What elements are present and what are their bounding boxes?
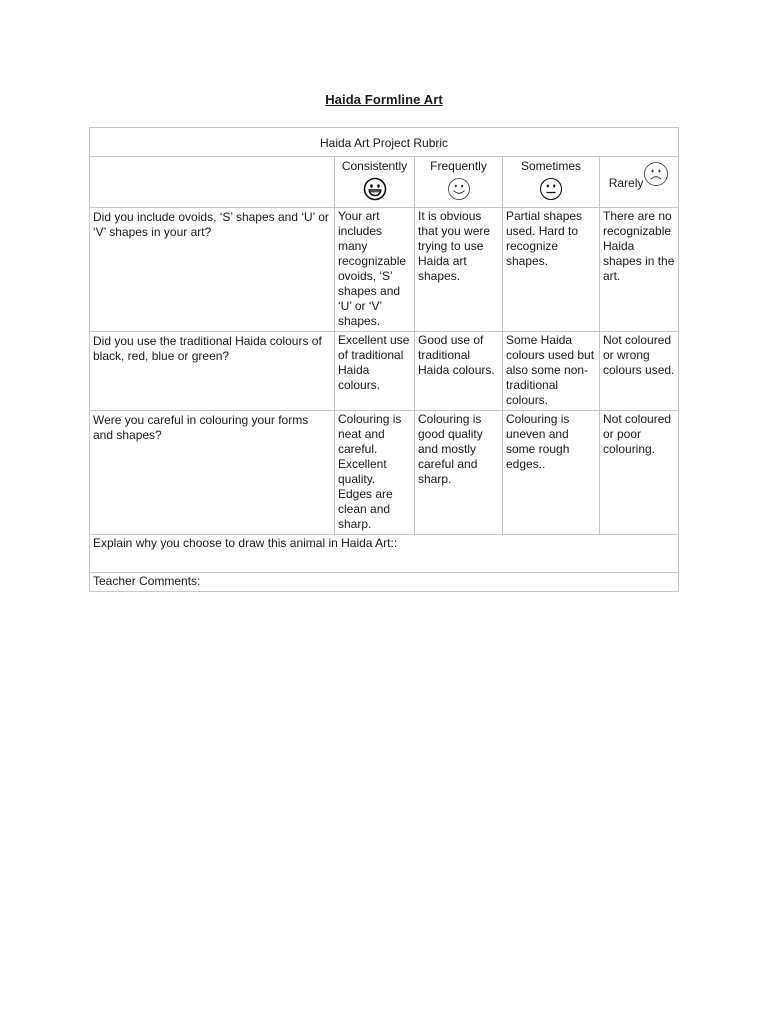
criterion-cell: Did you include ovoids, ‘S’ shapes and ‘U’ or ‘V’ shapes in your art? (90, 208, 335, 332)
rubric-header-row (90, 157, 679, 208)
level-header-sometimes (503, 157, 600, 208)
level-label-sometimes: Sometimes (520, 159, 582, 173)
rubric-row (90, 332, 679, 411)
descriptor-cell: Partial shapes used. Hard to recognize shapes. (503, 208, 600, 332)
explain-row (90, 535, 679, 573)
descriptor-cell: Excellent use of traditional Haida colours. (335, 332, 415, 411)
descriptor-cell: Colouring is good quality and mostly careful and sharp. (415, 411, 503, 535)
descriptor-cell: There are no recognizable Haida shapes in the art. (600, 208, 679, 332)
rubric-table (89, 127, 679, 592)
explain-prompt: Explain why you choose to draw this animal in Haida Art:: (90, 535, 679, 573)
rubric-row (90, 208, 679, 332)
descriptor-cell: Colouring is neat and careful. Excellent quality. Edges are clean and sharp. (335, 411, 415, 535)
smiling-face-icon (447, 177, 471, 201)
level-header-rarely (600, 157, 679, 208)
criterion-cell: Did you use the traditional Haida colours of black, red, blue or green? (90, 332, 335, 411)
criteria-header-cell (90, 157, 335, 208)
level-label-frequently: Frequently (430, 159, 487, 173)
grinning-face-icon (363, 177, 387, 201)
descriptor-cell: Not coloured or poor colouring. (600, 411, 679, 535)
rubric-row (90, 411, 679, 535)
level-label-rarely: Rarely (608, 175, 644, 190)
rubric-title-row (90, 128, 679, 157)
neutral-face-icon (539, 177, 563, 201)
descriptor-cell: Your art includes many recognizable ovoids, ‘S’ shapes and ‘U’ or ‘V’ shapes. (335, 208, 415, 332)
descriptor-cell: Colouring is uneven and some rough edges.. (503, 411, 600, 535)
descriptor-cell: Not coloured or wrong colours used. (600, 332, 679, 411)
document-title: Haida Formline Art (325, 92, 443, 107)
frowning-face-icon (643, 161, 669, 191)
teacher-comments-row (90, 573, 679, 592)
rubric-title: Haida Art Project Rubric (90, 128, 679, 157)
descriptor-cell: Some Haida colours used but also some non-traditional colours. (503, 332, 600, 411)
level-label-consistently: Consistently (341, 159, 408, 173)
descriptor-cell: Good use of traditional Haida colours. (415, 332, 503, 411)
level-header-consistently (335, 157, 415, 208)
level-header-frequently (415, 157, 503, 208)
descriptor-cell: It is obvious that you were trying to use Haida art shapes. (415, 208, 503, 332)
criterion-cell: Were you careful in colouring your forms and shapes? (90, 411, 335, 535)
teacher-comments-label: Teacher Comments: (90, 573, 679, 592)
